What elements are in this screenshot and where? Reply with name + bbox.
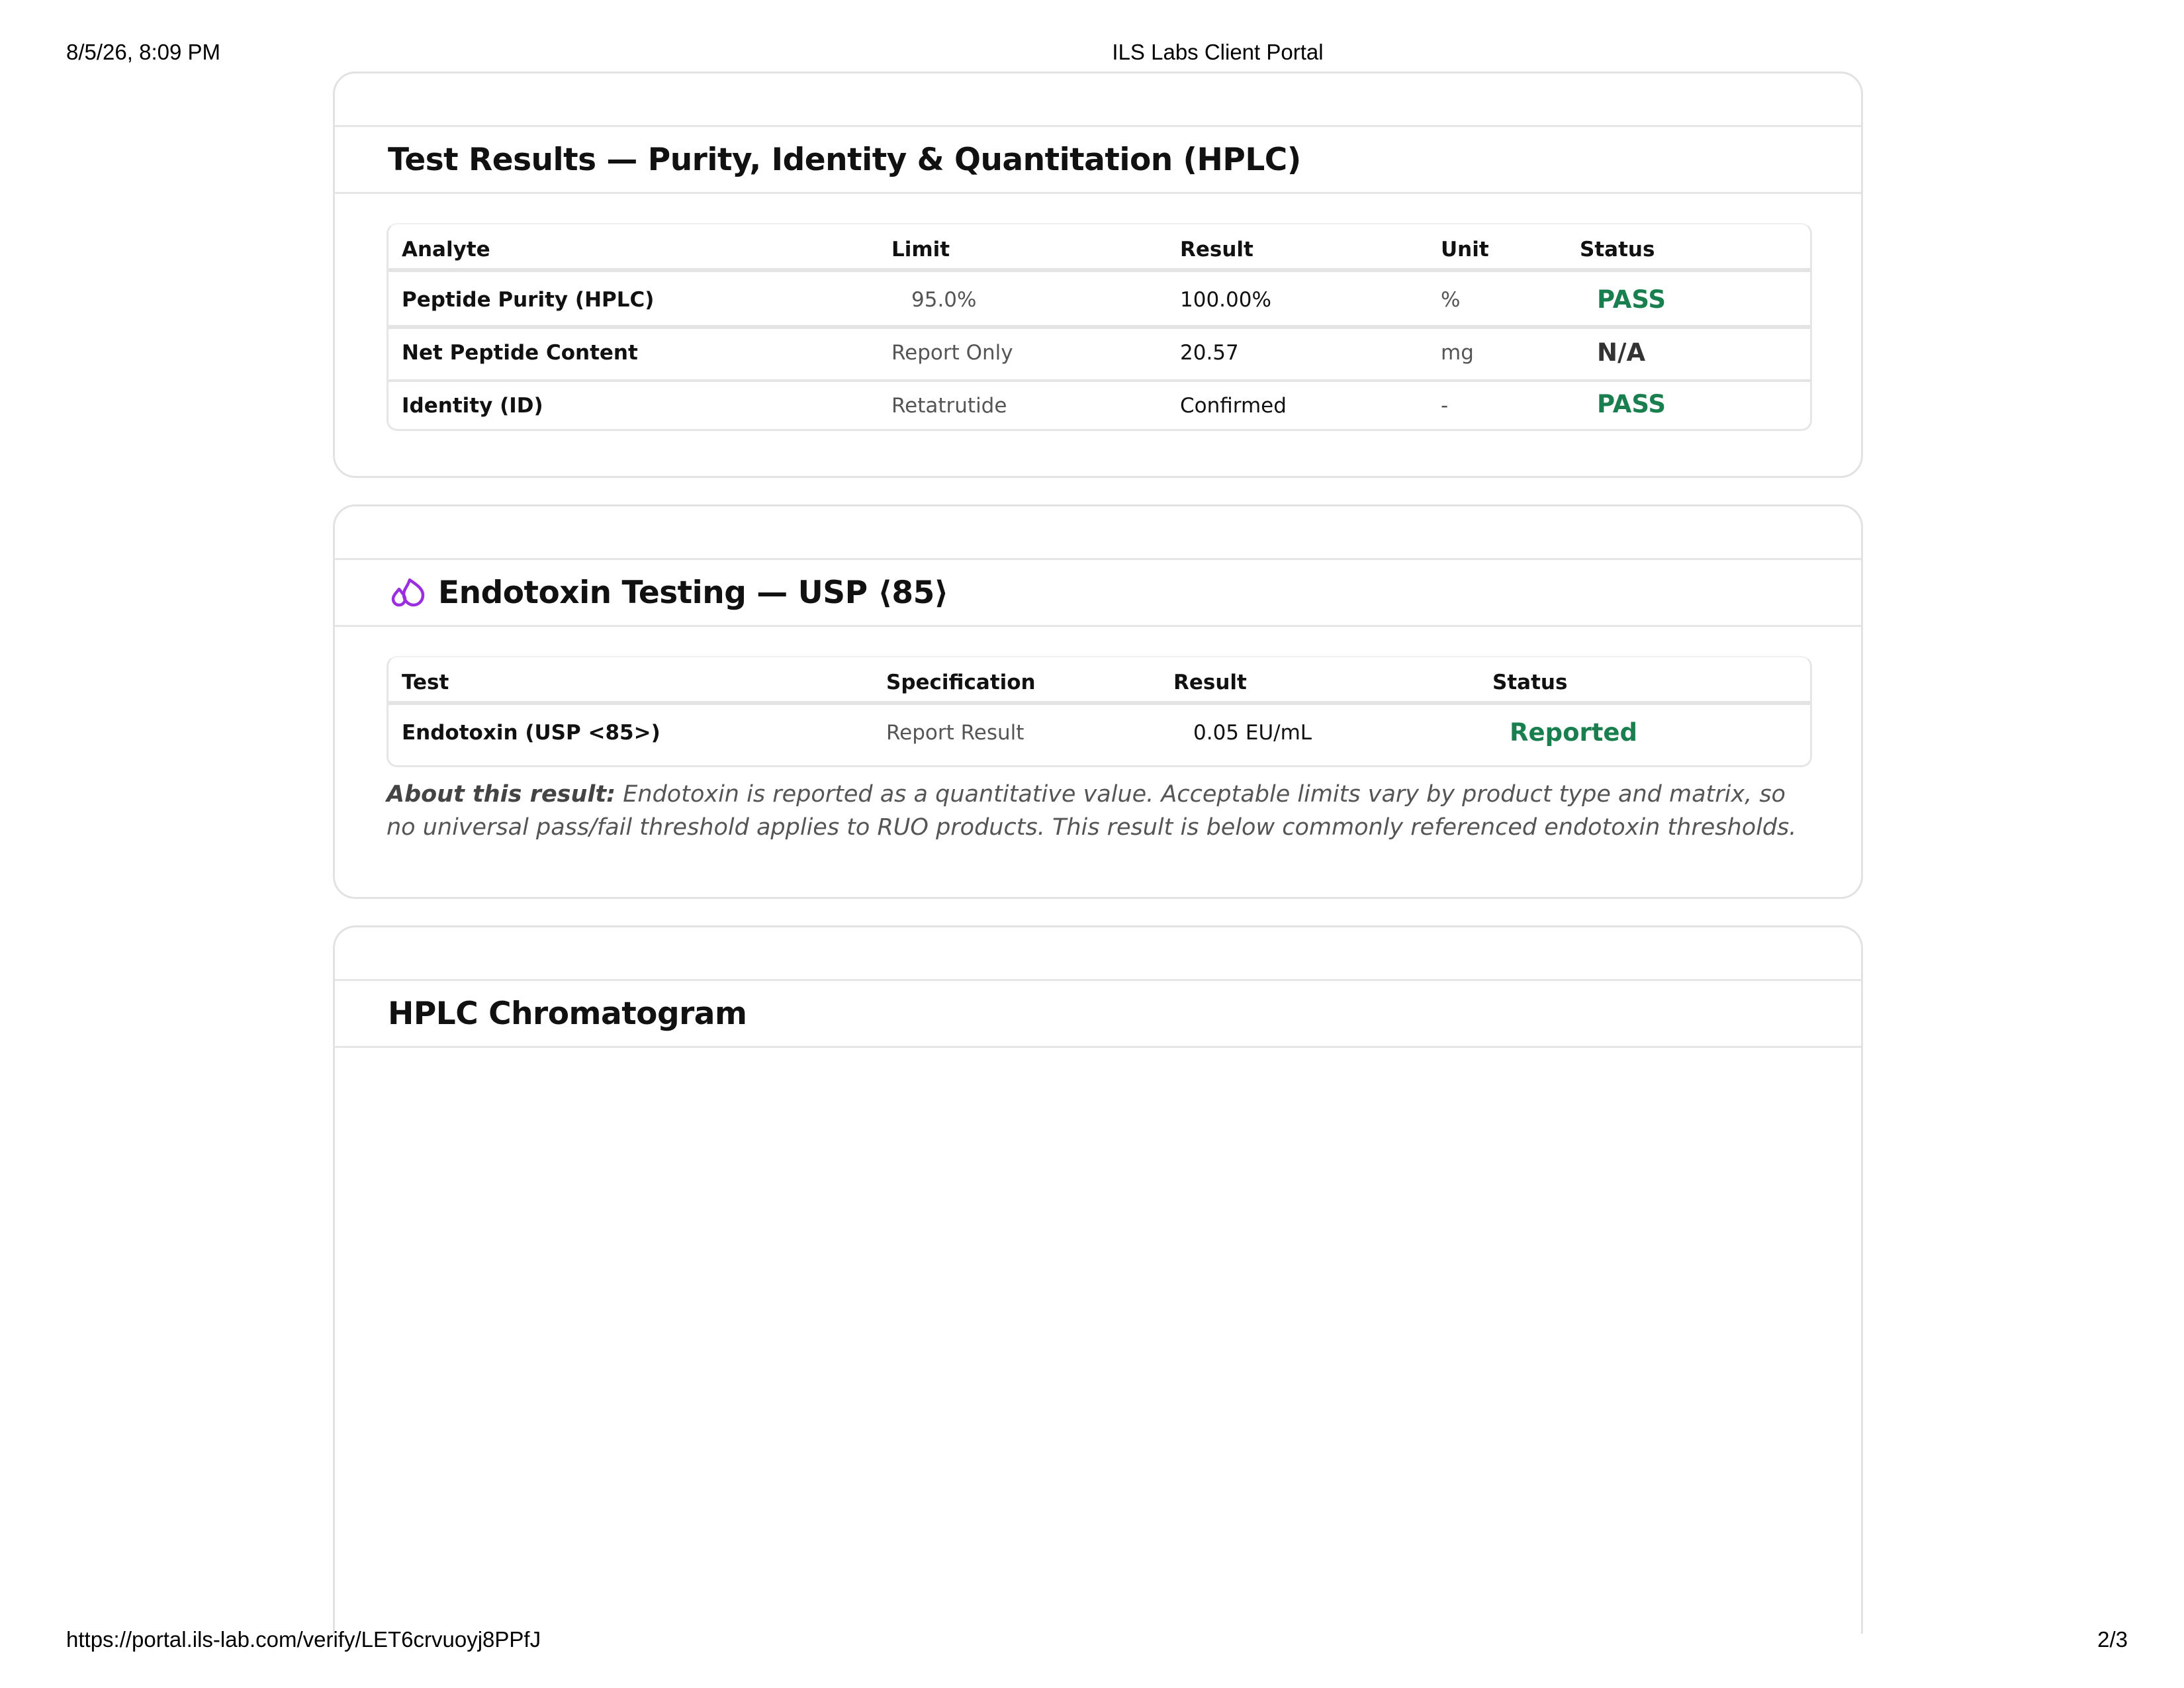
column-header-unit: Unit [1441, 238, 1489, 261]
unit-cell: mg [1441, 341, 1474, 365]
result-cell: 0.05 EU/mL [1193, 721, 1312, 745]
table-row [388, 382, 1810, 431]
column-header-result: Result [1180, 238, 1253, 261]
unit-cell: % [1441, 288, 1461, 312]
result-cell: 100.00% [1180, 288, 1271, 312]
table-row [388, 709, 1810, 766]
print-footer [0, 1627, 2184, 1667]
column-header-status: Status [1492, 671, 1568, 694]
limit-cell: Report Only [891, 341, 1013, 365]
analyte-cell: Net Peptide Content [402, 341, 638, 365]
page-number: 2/3 [2097, 1627, 2128, 1652]
table-row [388, 276, 1810, 329]
table-header-row [388, 657, 1810, 705]
test-results-table [387, 223, 1812, 431]
column-header-status: Status [1580, 238, 1655, 261]
test-results-card [333, 71, 1863, 478]
table-row [388, 329, 1810, 382]
endotoxin-table [387, 656, 1812, 767]
unit-cell: - [1441, 394, 1449, 418]
specification-cell: Report Result [886, 721, 1024, 745]
column-header-test: Test [402, 671, 449, 694]
status-badge: N/A [1597, 338, 1646, 367]
result-cell: Confirmed [1180, 394, 1287, 418]
result-cell: 20.57 [1180, 341, 1239, 365]
test-results-header [335, 125, 1861, 194]
column-header-limit: Limit [891, 238, 950, 261]
endotoxin-note [387, 778, 1816, 844]
status-badge: Reported [1510, 718, 1638, 747]
endotoxin-header [335, 558, 1861, 627]
status-badge: PASS [1597, 285, 1666, 314]
table-header-row [388, 224, 1810, 272]
limit-cell: 95.0% [911, 288, 977, 312]
test-results-title: Test Results — Purity, Identity & Quantitation (HPLC) [388, 141, 1301, 178]
note-label: About this result: [387, 781, 616, 808]
limit-cell: Retatrutide [891, 394, 1007, 418]
test-cell: Endotoxin (USP <85>) [402, 721, 660, 745]
note-text: Endotoxin is reported as a quantitative value. Acceptable limits vary by product type and matrix, so no universal pass/fail threshold applies to RUO products. This result is below commonly referenced endotoxin thresholds. [387, 781, 1797, 841]
endotoxin-title: Endotoxin Testing — USP ⟨85⟩ [438, 574, 948, 611]
analyte-cell: Peptide Purity (HPLC) [402, 288, 655, 312]
column-header-analyte: Analyte [402, 238, 490, 261]
chromatogram-title: HPLC Chromatogram [388, 995, 747, 1032]
chromatogram-card [333, 925, 1863, 1634]
status-badge: PASS [1597, 390, 1666, 418]
column-header-specification: Specification [886, 671, 1036, 694]
print-page-title: ILS Labs Client Portal [1112, 40, 1324, 64]
print-datetime: 8/5/26, 8:09 PM [66, 40, 220, 64]
droplets-icon [388, 573, 426, 612]
analyte-cell: Identity (ID) [402, 394, 543, 418]
chromatogram-header [335, 979, 1861, 1048]
column-header-result: Result [1173, 671, 1247, 694]
verify-url: https://portal.ils-lab.com/verify/LET6crvuoyj8PPfJ [66, 1627, 541, 1652]
endotoxin-card [333, 504, 1863, 899]
